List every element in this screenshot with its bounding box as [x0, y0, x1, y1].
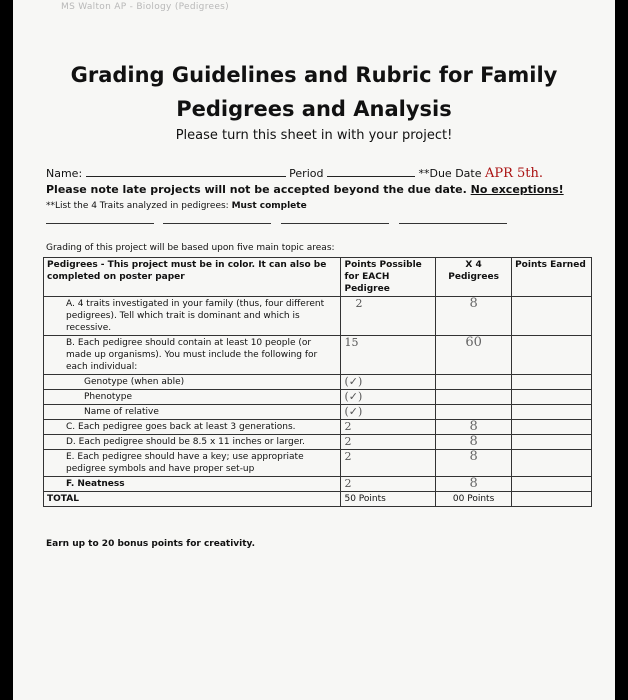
name-field[interactable] — [86, 176, 286, 177]
header-x4: X 4 Pedigrees — [436, 258, 512, 297]
rubric-table — [43, 257, 592, 507]
trait-blank-1[interactable] — [46, 223, 154, 224]
row-possible: (✓) — [341, 390, 436, 405]
total-earned[interactable] — [512, 492, 592, 507]
row-possible: 2 — [341, 450, 436, 477]
row-item: E. Each pedigree should have a key; use appropriate pedigree symbols and have proper set-up — [44, 450, 341, 477]
row-earned[interactable] — [512, 375, 592, 390]
row-possible: (✓) — [341, 375, 436, 390]
grading-intro: Grading of this project will be based upon five main topic areas: — [46, 243, 335, 253]
faint-header-text: MS Walton AP - Biology (Pedigrees) — [61, 2, 229, 12]
row-possible: 2 — [341, 420, 436, 435]
row-item: Genotype (when able) — [44, 375, 341, 390]
row-earned[interactable] — [512, 477, 592, 492]
table-row — [44, 420, 592, 435]
header-points-earned: Points Earned — [512, 258, 592, 297]
page-title-line1: Grading Guidelines and Rubric for Family — [70, 63, 558, 87]
bonus-note: Earn up to 20 bonus points for creativity. — [46, 539, 256, 549]
due-date-label: **Due Date — [418, 167, 482, 180]
no-exceptions: No exceptions! — [470, 183, 564, 196]
late-note-row — [46, 183, 564, 196]
trait-blank-4[interactable] — [399, 223, 507, 224]
row-item: C. Each pedigree goes back at least 3 generations. — [44, 420, 341, 435]
row-x4: 60 — [436, 336, 512, 375]
row-possible: 2 — [341, 297, 436, 336]
row-item: D. Each pedigree should be 8.5 x 11 inches or larger. — [44, 435, 341, 450]
table-row — [44, 336, 592, 375]
row-possible: 2 — [341, 435, 436, 450]
row-earned[interactable] — [512, 336, 592, 375]
row-x4: 8 — [436, 450, 512, 477]
table-row — [44, 477, 592, 492]
page-title-line2: Pedigrees and Analysis — [176, 97, 452, 121]
row-earned[interactable] — [512, 435, 592, 450]
name-period-row — [46, 166, 543, 181]
row-item: Phenotype — [44, 390, 341, 405]
table-row — [44, 435, 592, 450]
row-x4: 8 — [436, 435, 512, 450]
row-x4: 8 — [436, 420, 512, 435]
name-label: Name: — [46, 167, 83, 180]
row-earned[interactable] — [512, 297, 592, 336]
total-x4: 00 Points — [436, 492, 512, 507]
must-complete: Must complete — [231, 201, 307, 211]
trait-blank-3[interactable] — [281, 223, 389, 224]
trait-blank-2[interactable] — [163, 223, 271, 224]
row-possible: 15 — [341, 336, 436, 375]
table-row — [44, 450, 592, 477]
row-x4 — [436, 390, 512, 405]
total-label: TOTAL — [44, 492, 341, 507]
row-x4 — [436, 375, 512, 390]
table-row — [44, 297, 592, 336]
row-item: F. Neatness — [44, 477, 341, 492]
rubric-sheet — [13, 0, 615, 700]
total-possible: 50 Points — [341, 492, 436, 507]
table-row — [44, 405, 592, 420]
late-note: Please note late projects will not be accepted beyond the due date. — [46, 183, 467, 196]
row-earned[interactable] — [512, 405, 592, 420]
row-possible: 2 — [341, 477, 436, 492]
due-date-value: APR 5th. — [484, 166, 544, 181]
row-earned[interactable] — [512, 420, 592, 435]
period-label: Period — [289, 167, 324, 180]
row-earned[interactable] — [512, 390, 592, 405]
traits-note: **List the 4 Traits analyzed in pedigrees: — [46, 201, 229, 211]
row-item: B. Each pedigree should contain at least 10 people (or made up organisms). You must include the following for each individual: — [44, 336, 341, 375]
page-subtitle: Please turn this sheet in with your project! — [175, 128, 453, 143]
traits-note-row — [46, 201, 307, 211]
table-header-row — [44, 258, 592, 297]
row-item: A. 4 traits investigated in your family (thus, four different pedigrees). Tell which trait is dominant and which is recessive. — [44, 297, 341, 336]
table-row — [44, 375, 592, 390]
row-item: Name of relative — [44, 405, 341, 420]
period-field[interactable] — [327, 176, 415, 177]
table-row — [44, 390, 592, 405]
row-possible: (✓) — [341, 405, 436, 420]
row-x4: 8 — [436, 297, 512, 336]
table-total-row — [44, 492, 592, 507]
header-pedigrees: Pedigrees - This project must be in color. It can also be completed on poster paper — [44, 258, 341, 297]
row-x4 — [436, 405, 512, 420]
row-x4: 8 — [436, 477, 512, 492]
row-earned[interactable] — [512, 450, 592, 477]
header-points-possible: Points Possible for EACH Pedigree — [341, 258, 436, 297]
